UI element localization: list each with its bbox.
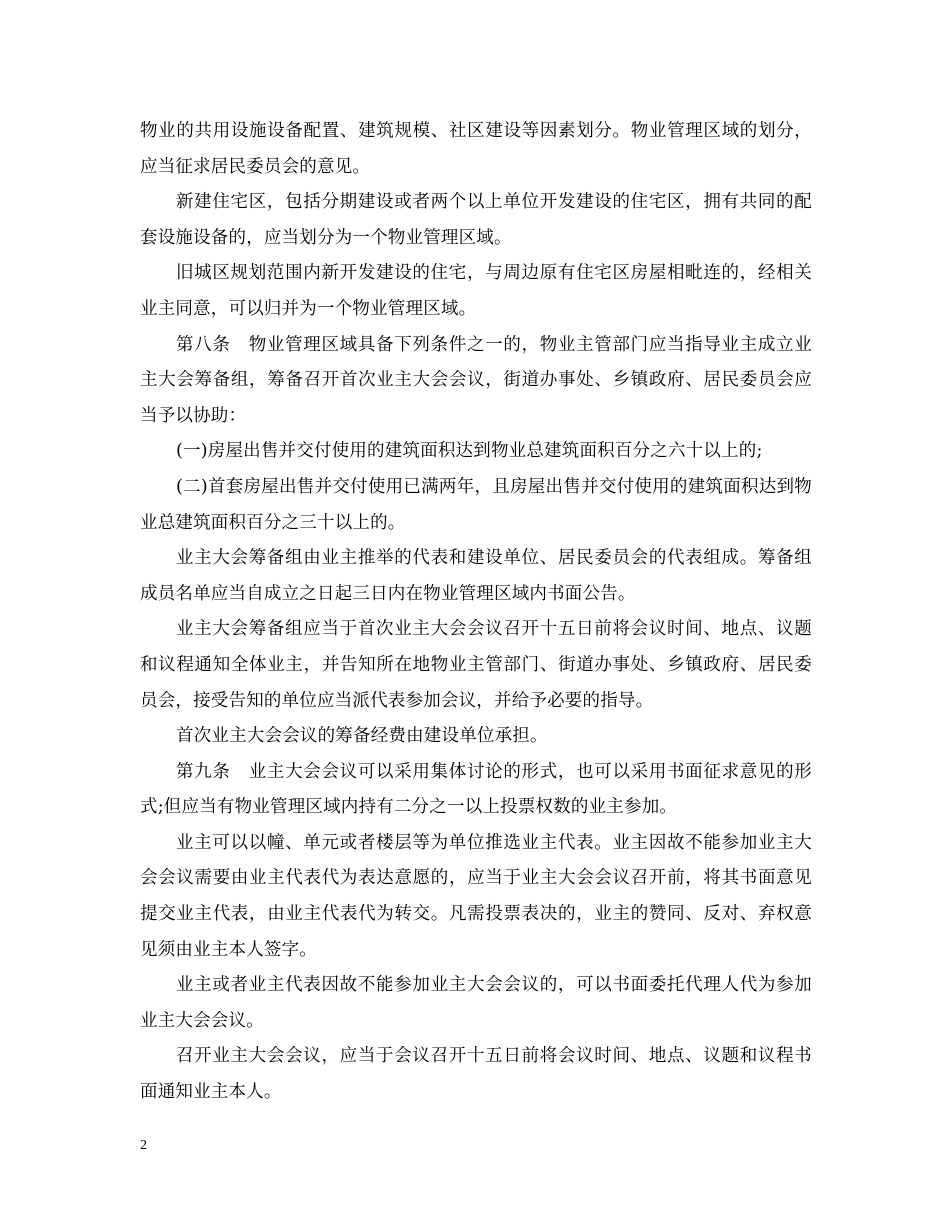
paragraph: 业主可以以幢、单元或者楼层等为单位推选业主代表。业主因故不能参加业主大会会议需要由业主代表代为表达意愿的，应当于业主大会会议召开前，将其书面意见提交业主代表，由业主代表代为转交。凡需投票表决的，业主的赞同、反对、弃权意见须由业主本人签字。 — [140, 832, 812, 960]
paragraph: 新建住宅区，包括分期建设或者两个以上单位开发建设的住宅区，拥有共同的配套设施设备的，应当划分为一个物业管理区域。 — [140, 192, 812, 248]
paragraph: 业主或者业主代表因故不能参加业主大会会议的，可以书面委托代理人代为参加业主大会会议。 — [140, 975, 812, 1031]
paragraph: 业主大会筹备组应当于首次业主大会会议召开十五日前将会议时间、地点、议题和议程通知全体业主，并告知所在地物业主管部门、街道办事处、乡镇政府、居民委员会，接受告知的单位应当派代表参加会议，并给予必要的指导。 — [140, 619, 812, 711]
paragraph: 业主大会筹备组由业主推举的代表和建设单位、居民委员会的代表组成。筹备组成员名单应当自成立之日起三日内在物业管理区域内书面公告。 — [140, 548, 812, 604]
list-item-condition-2: (二)首套房屋出售并交付使用已满两年，且房屋出售并交付使用的建筑面积达到物业总建筑面积百分之三十以上的。 — [140, 476, 812, 533]
article-9-paragraph: 第九条 业主大会会议可以采用集体讨论的形式，也可以采用书面征求意见的形式;但应当有物业管理区域内持有二分之一以上投票权数的业主参加。 — [140, 761, 812, 818]
paragraph: 旧城区规划范围内新开发建设的住宅，与周边原有住宅区房屋相毗连的，经相关业主同意，可以归并为一个物业管理区域。 — [140, 263, 812, 319]
document-body — [140, 114, 812, 1111]
paragraph: 召开业主大会会议，应当于会议召开十五日前将会议时间、地点、议题和议程书面通知业主本人。 — [140, 1046, 812, 1103]
paragraph: 首次业主大会会议的筹备经费由建设单位承担。 — [176, 726, 548, 747]
list-item-condition-1: (一)房屋出售并交付使用的建筑面积达到物业总建筑面积百分之六十以上的; — [176, 441, 763, 462]
article-8-paragraph: 第八条 物业管理区域具备下列条件之一的，物业主管部门应当指导业主成立业主大会筹备组，筹备召开首次业主大会会议，街道办事处、乡镇政府、居民委员会应当予以协助： — [140, 334, 812, 426]
page-number: 2 — [140, 1138, 147, 1153]
paragraph-continuation: 物业的共用设施设备配置、建筑规模、社区建设等因素划分。物业管理区域的划分，应当征求居民委员会的意见。 — [140, 121, 812, 177]
